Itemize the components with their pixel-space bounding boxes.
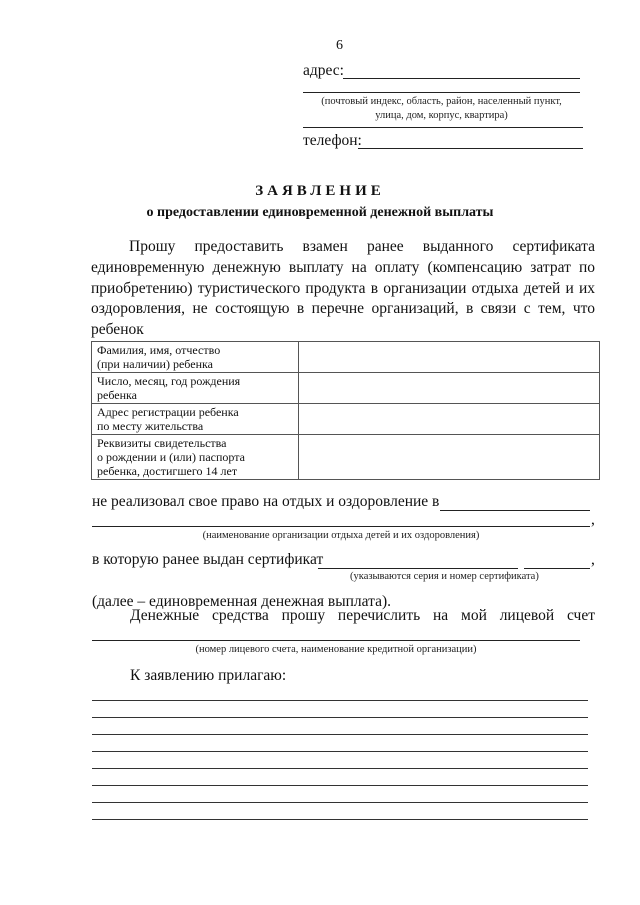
account-field[interactable]	[92, 640, 580, 641]
organization-comma: ,	[591, 511, 595, 528]
table-cell-value[interactable]	[299, 342, 600, 373]
attachment-line-6[interactable]	[92, 785, 588, 786]
address-field-line-2[interactable]	[303, 92, 580, 93]
organization-field[interactable]	[440, 510, 590, 511]
attachments-label: К заявлению прилагаю:	[130, 667, 287, 684]
address-field[interactable]	[343, 78, 580, 79]
table-cell-value[interactable]	[299, 373, 600, 404]
certificate-comma: ,	[591, 551, 595, 568]
document-subtitle: о предоставлении единовременной денежной выплаты	[146, 205, 494, 220]
table-cell-value[interactable]	[299, 435, 600, 480]
transfer-text: Денежные средства прошу перечислить на мой лицевой счет	[130, 607, 595, 624]
attachment-line-4[interactable]	[92, 751, 588, 752]
attachment-line-3[interactable]	[92, 734, 588, 735]
child-info-table	[91, 341, 600, 480]
intro-paragraph-text: Прошу предоставить взамен ранее выданного сертификата единовременную денежную выплату на оплату (компенсацию затрат по приобретению) туристического продукта в организации отдыха детей и их оздоровления, не состоящую в перечне организаций, в связи с тем, что ребенок	[91, 238, 595, 339]
document-title: ЗАЯВЛЕНИЕ	[255, 183, 385, 199]
table-cell-label: Фамилия, имя, отчество (при наличии) ребенка	[92, 342, 299, 373]
page-number: 6	[336, 38, 343, 53]
table-row	[92, 404, 600, 435]
intro-paragraph	[91, 237, 595, 341]
address-note-line-2: улица, дом, корпус, квартира)	[375, 110, 508, 121]
not-realized-text: не реализовал свое право на отдых и оздоровление в	[92, 493, 440, 510]
address-field-line-3[interactable]	[303, 127, 583, 128]
organization-note: (наименование организации отдыха детей и их оздоровления)	[202, 530, 480, 541]
table-cell-label: Число, месяц, год рождения ребенка	[92, 373, 299, 404]
certificate-series-field[interactable]	[318, 568, 518, 569]
certificate-note: (указываются серия и номер сертификата)	[350, 571, 539, 582]
organization-field-line-2[interactable]	[92, 526, 590, 527]
table-cell-value[interactable]	[299, 404, 600, 435]
attachment-line-7[interactable]	[92, 802, 588, 803]
attachment-line-8[interactable]	[92, 819, 588, 820]
certificate-number-field[interactable]	[524, 568, 590, 569]
phone-label: телефон:	[303, 132, 362, 149]
table-row	[92, 373, 600, 404]
phone-field[interactable]	[358, 148, 583, 149]
table-row	[92, 435, 600, 480]
table-cell-label: Реквизиты свидетельства о рождении и (или) паспорта ребенка, достигшего 14 лет	[92, 435, 299, 480]
address-label: адрес:	[303, 62, 344, 79]
attachment-line-1[interactable]	[92, 700, 588, 701]
attachment-line-2[interactable]	[92, 717, 588, 718]
payment-alias-text: (далее – единовременная денежная выплата).	[92, 593, 392, 610]
certificate-text: в которую ранее выдан сертификат	[92, 551, 324, 568]
account-note: (номер лицевого счета, наименование кредитной организации)	[195, 644, 477, 655]
table-cell-label: Адрес регистрации ребенка по месту жительства	[92, 404, 299, 435]
table-row	[92, 342, 600, 373]
address-note-line-1: (почтовый индекс, область, район, населенный пункт,	[321, 96, 562, 107]
attachment-line-5[interactable]	[92, 768, 588, 769]
